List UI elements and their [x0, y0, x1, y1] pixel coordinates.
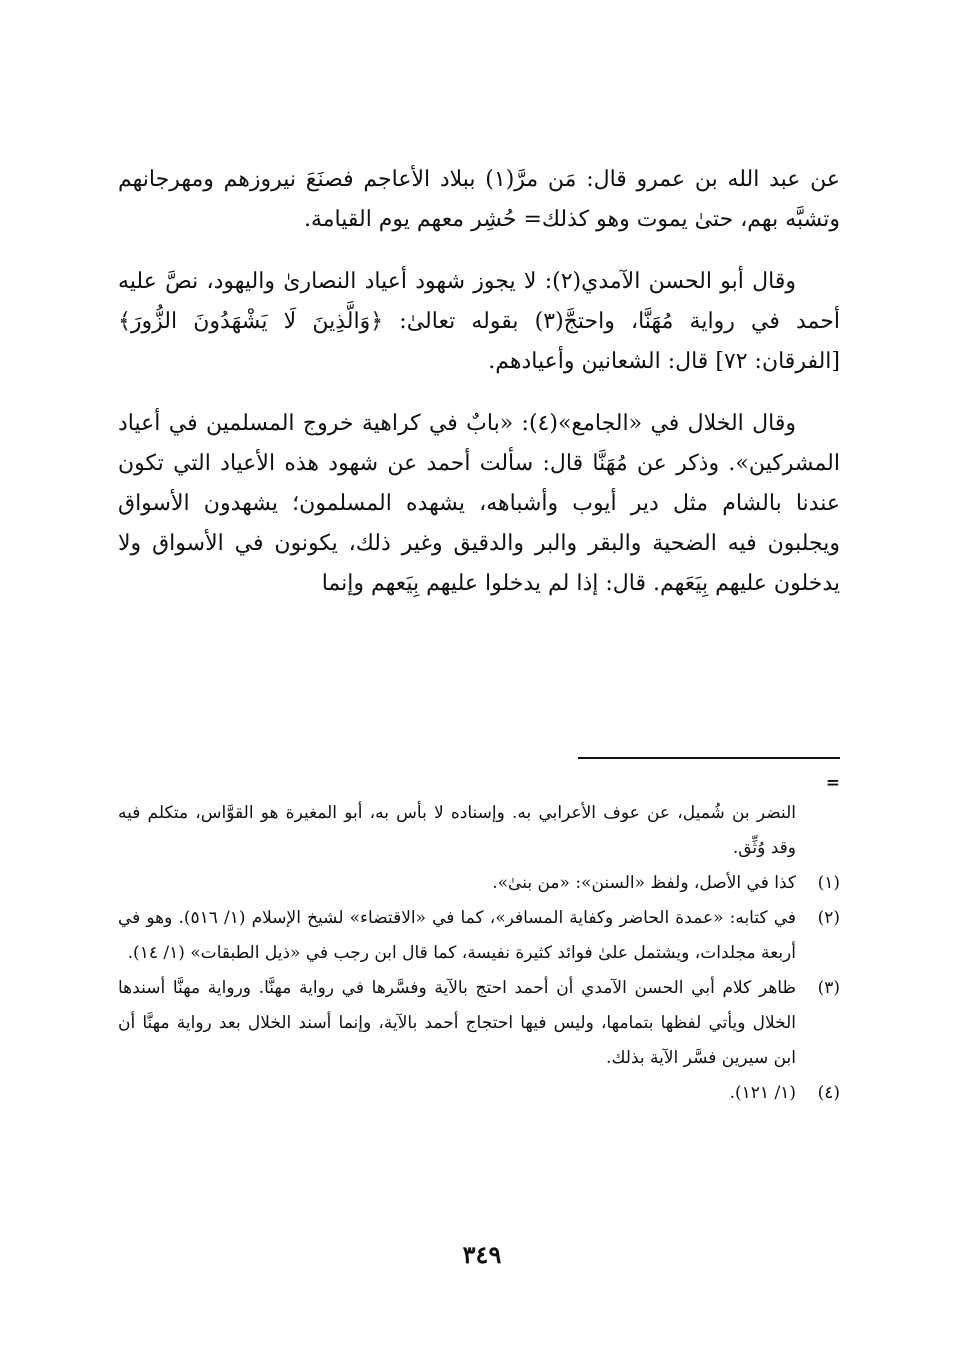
paragraph-2: وقال أبو الحسن الآمدي(٢): لا يجوز شهود أعياد النصارىٰ واليهود، نصَّ عليه أحمد في رواية مُهَنَّا، واحتجَّ(٣) بقوله تعالىٰ: ﴿وَالَّذِينَ لَا يَشْهَدُونَ الزُّورَ﴾ [الفرقان: ٧٢] قال: الشعانين وأعيادهم. — [118, 269, 840, 374]
footnote-separator — [578, 757, 840, 759]
footnote-continuation-marker: = — [825, 773, 840, 793]
footnote-continuation: النضر بن شُميل، عن عوف الأعرابي به. وإسناده لا بأس به، أبو المغيرة هو القوَّاس، متكلم فيه وقد وُثِّق. — [118, 803, 796, 858]
footnote-number: (٢) — [817, 908, 840, 928]
footnote-number: (٤) — [817, 1083, 840, 1103]
footnote-text: (١/ ١٢١). — [729, 1083, 796, 1103]
footnote-1 — [118, 866, 840, 901]
paragraph-3: وقال الخلال في «الجامع»(٤): «بابٌ في كراهية خروج المسلمين في أعياد المشركين». وذكر عن مُهَنَّا قال: سألت أحمد عن شهود هذه الأعياد التي تكون عندنا بالشام مثل دير أيوب وأشباهه، يشهده المسلمون؛ يشهدون الأسواق ويجلبون فيه الضحية والبقر والبر والدقيق وغير ذلك، يكونون في الأسواق ولا يدخلون عليهم بِيَعَهم. قال: إذا لم يدخلوا عليهم بِيَعهم وإنما — [118, 411, 840, 596]
footnote-number: (٣) — [817, 978, 840, 998]
footnote-3 — [118, 971, 840, 1076]
footnote-text: ظاهر كلام أبي الحسن الآمدي أن أحمد احتج بالآية وفسَّرها في رواية مهنَّا. ورواية مهنَّا أسندها الخلال ويأتي لفظها بتمامها، وليس فيها احتجاج أحمد بالآية، وإنما أسند الخلال بعد رواية مهنَّا أن ابن سيرين فسَّر الآية بذلك. — [118, 978, 796, 1068]
footnote-4 — [118, 1076, 840, 1111]
page-number: ٣٤٩ — [462, 1240, 502, 1269]
main-text — [118, 160, 840, 626]
footnote-number: (١) — [817, 873, 840, 893]
paragraph-1: عن عبد الله بن عمرو قال: مَن مرَّ(١) ببلاد الأعاجم فصنَعَ نيروزهم ومهرجانهم وتشبَّه بهم، حتىٰ يموت وهو كذلك= حُشِر معهم يوم القيامة. — [118, 167, 840, 232]
footnote-text: في كتابه: «عمدة الحاضر وكفاية المسافر»، كما في «الاقتضاء» لشيخ الإسلام (١/ ٥١٦). وهو في أربعة مجلدات، ويشتمل علىٰ فوائد كثيرة نفيسة، كما قال ابن رجب في «ذيل الطبقات» (١/ ١٤). — [118, 908, 796, 963]
footnote-text: كذا في الأصل، ولفظ «السنن»: «من بنىٰ». — [492, 873, 796, 893]
footnote-2 — [118, 901, 840, 971]
footnotes — [118, 770, 840, 1111]
